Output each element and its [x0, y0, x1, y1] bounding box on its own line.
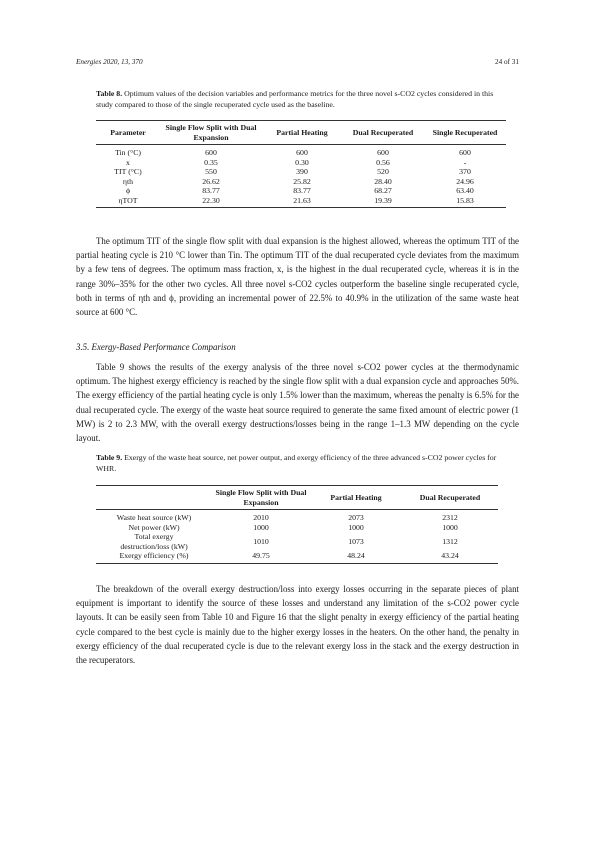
table8 [96, 120, 506, 208]
paragraph-optimum-tit [76, 234, 519, 319]
table9-caption-text: Exergy of the waste heat source, net power output, and exergy efficiency of the three advanced s-CO2 power cycles for WHR. [96, 453, 497, 473]
table-row [96, 532, 498, 551]
table-cell: ϕ [125, 186, 131, 195]
table-row [96, 510, 498, 523]
table-cell: 83.77 [293, 186, 311, 195]
table-row [96, 196, 506, 208]
table-cell: 1000 [253, 522, 269, 532]
table-cell: 15.83 [456, 195, 474, 205]
table-cell: 550 [205, 167, 217, 176]
table-cell: 49.75 [252, 551, 270, 560]
table-row [96, 145, 506, 158]
table-cell: 63.40 [456, 186, 474, 195]
table-cell: 2010 [253, 513, 269, 522]
table-cell: 370 [459, 167, 471, 176]
paragraph-exergy-breakdown [76, 582, 519, 667]
table8-header: Dual Recuperated [352, 127, 414, 137]
table8-header: Single Recuperated [432, 127, 498, 137]
table-cell: Waste heat source (kW) [116, 513, 192, 522]
table-cell: 600 [205, 148, 217, 157]
table8-header: Single Flow Split with Dual Expansion [165, 123, 257, 142]
table-row [96, 158, 506, 168]
table-row [96, 177, 506, 187]
table-cell: 1000 [348, 522, 364, 532]
table-cell: Net power (kW) [128, 522, 180, 532]
table-cell: ηTOT [118, 195, 138, 205]
table8-header: Parameter [110, 127, 146, 137]
table-cell: 22.30 [202, 195, 220, 205]
table-cell: 2073 [348, 513, 364, 522]
table-row [96, 551, 498, 563]
table8-header: Partial Heating [276, 127, 328, 137]
section-heading: 3.5. Exergy-Based Performance Comparison [76, 342, 236, 352]
table-cell: 1000 [442, 522, 458, 532]
table-cell: 21.63 [293, 195, 311, 205]
table-cell: 600 [459, 148, 471, 157]
table-cell: - [463, 157, 467, 167]
table8-label: Table 8. [96, 89, 123, 98]
table9-header-row [96, 486, 498, 510]
table-cell: 26.62 [202, 176, 220, 186]
page-number: 24 of 31 [495, 58, 519, 66]
table-cell: 48.24 [347, 551, 365, 560]
journal-citation: Energies 2020, 13, 370 [76, 58, 143, 66]
table-cell: 19.39 [374, 195, 392, 205]
table-cell: 83.77 [202, 186, 220, 195]
table-cell: 2312 [442, 513, 458, 522]
table-row [96, 186, 506, 196]
paragraph-exergy-analysis [76, 360, 519, 445]
table9-label: Table 9. [96, 453, 123, 462]
table-cell: 390 [296, 167, 308, 176]
table-cell: 0.56 [376, 157, 390, 167]
paragraph-text: The breakdown of the overall exergy destruction/loss into exergy losses occurring in the separate pieces of plant equipment is important to identify the source of these losses and understand any limitation of the s-CO2 power cycle layouts. It can be easily seen from Table 10 and Figure 16 that the slight penalty in exergy efficiency of the partial heating cycle compared to the best cycle is mainly due to the higher exergy losses in the heaters. On the other hand, the penalty in exergy efficiency of the dual recuperated cycle is due to the relevant exergy loss in the stack and the exergy destruction in the recuperators. [76, 584, 519, 666]
table8-caption-text: Optimum values of the decision variables and performance metrics for the three novel s-CO2 cycles considered in this study compared to those of the single recuperated cycle used as the baseline. [96, 89, 494, 109]
table9-caption [96, 452, 500, 474]
table-cell: 68.27 [374, 186, 392, 195]
table-cell: Exergy efficiency (%) [119, 551, 189, 560]
table-cell: Total exergy destruction/loss (kW) [120, 532, 188, 551]
table8-header-row [96, 121, 506, 145]
table9-header: Dual Recuperated [419, 492, 481, 502]
table-cell: 24.96 [456, 176, 474, 186]
table9-header [96, 486, 212, 510]
table-cell: 25.82 [293, 176, 311, 186]
table-cell: 1073 [348, 536, 364, 546]
table-cell: 0.30 [295, 157, 309, 167]
table-cell: 600 [296, 148, 308, 157]
table-cell: 28.40 [374, 176, 392, 186]
paragraph-text: The optimum TIT of the single flow split with dual expansion is the highest allowed, whereas the optimum TIT of the partial heating cycle is 210 °C lower than Tin. The optimum TIT of the dual recuperated cycle deviates from the maximum by a few tens of degrees. The optimum mass fraction, x, is the highest in the dual recuperated cycle, whereas it is in the range 30%–35% for the other two cycles. All three novel s-CO2 cycles outperform the baseline single recuperated cycle, both in terms of ηth and ϕ, providing an incremental power of 22.5% to 40.9% in the utilization of the same waste heat source at 600 °C. [76, 236, 519, 318]
table9-header: Partial Heating [330, 492, 382, 502]
table-cell: ηth [122, 176, 134, 186]
table-row [96, 167, 506, 177]
table-cell: 1312 [442, 536, 458, 546]
table-cell: 43.24 [441, 551, 459, 560]
table-cell: 520 [377, 167, 389, 176]
table-cell: x [126, 157, 130, 167]
table-cell: 600 [377, 148, 389, 157]
table-cell: TIT (°C) [114, 167, 142, 176]
table9-header: Single Flow Split with Dual Expansion [215, 488, 307, 507]
paragraph-text: Table 9 shows the results of the exergy analysis of the three novel s-CO2 power cycles at the thermodynamic optimum. The highest exergy efficiency is reached by the single flow split with a dual expansion cycle and approaches 50%. The exergy efficiency of the partial heating cycle is only 1.5% lower than the maximum, whereas the penalty is 6.5% for the dual recuperated cycle. The exergy of the waste heat source required to generate the same fixed amount of electric power (1 MW) is 2 to 2.3 MW, with the overall exergy destructions/losses being in the range 1–1.3 MW depending on the cycle layout. [76, 362, 519, 444]
table8-caption [96, 88, 500, 110]
table-cell: 0.35 [204, 157, 218, 167]
table-row [96, 523, 498, 533]
table-cell: 1010 [253, 536, 269, 546]
page-header [76, 58, 519, 70]
table-cell: Tin (°C) [114, 148, 141, 157]
table9 [96, 485, 498, 564]
